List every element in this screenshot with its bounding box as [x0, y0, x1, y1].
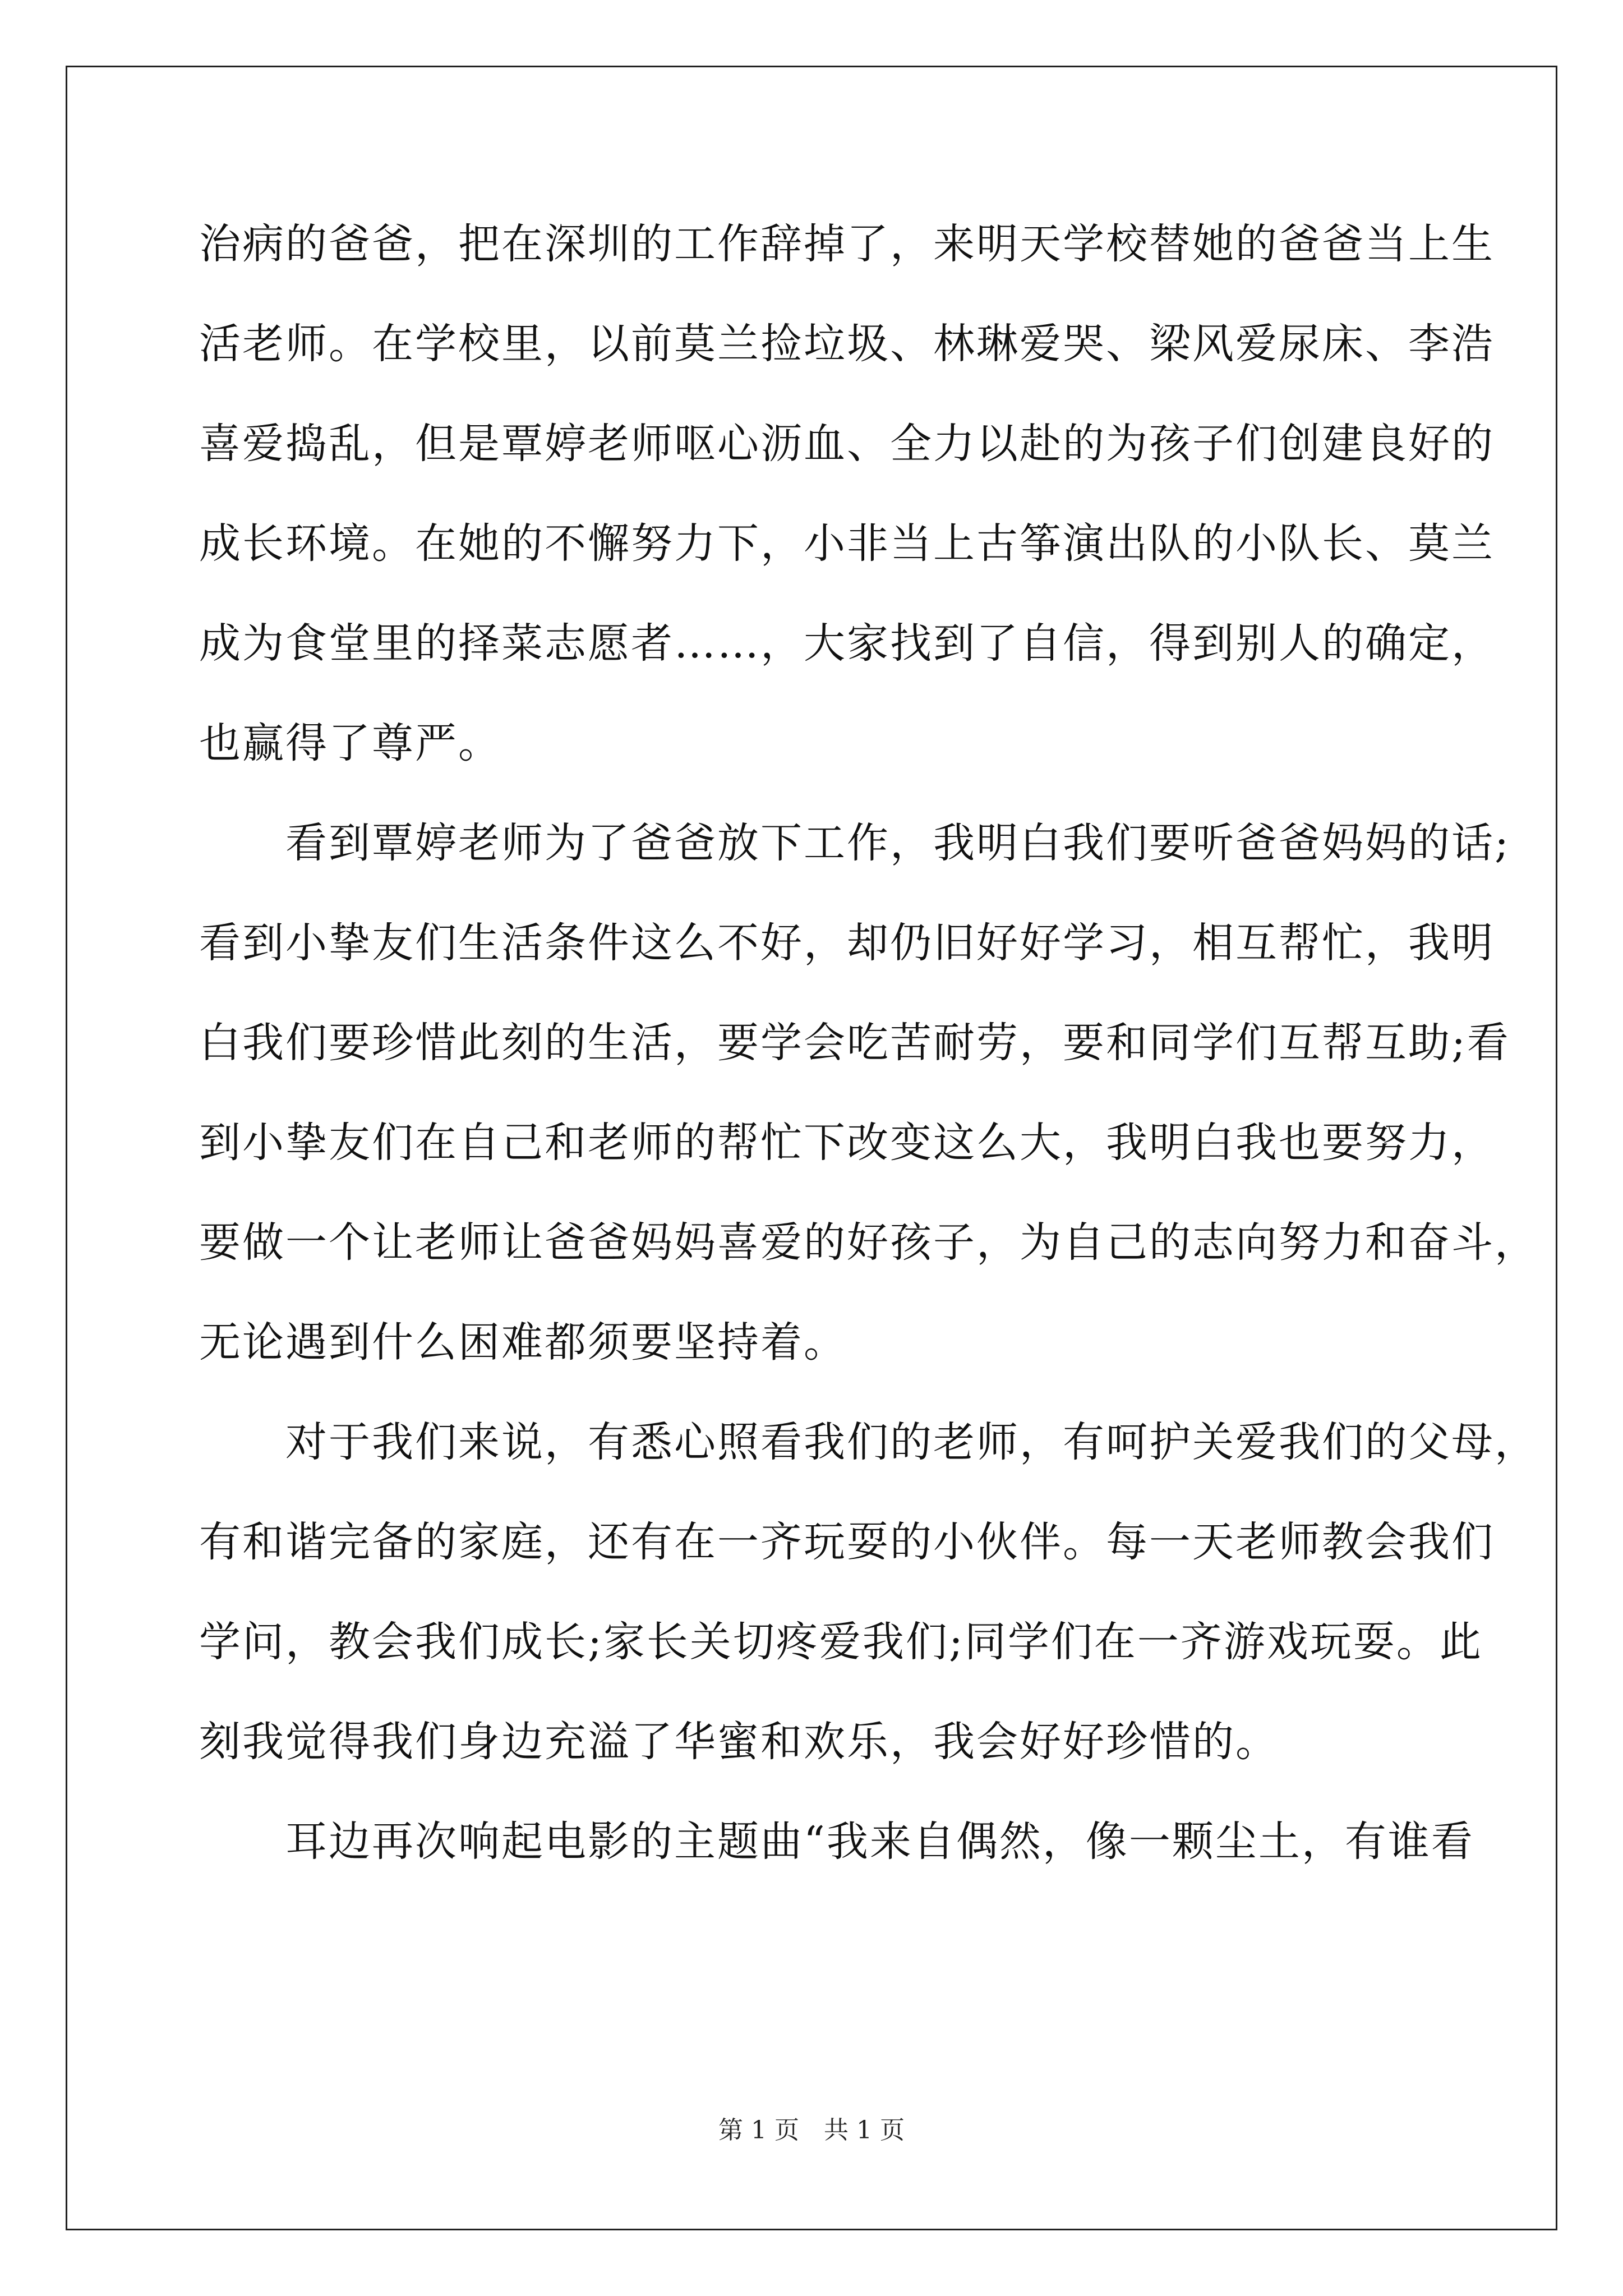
text-line: 看到覃婷老师为了爸爸放下工作，我明白我们要听爸爸妈妈的话;	[199, 819, 1510, 867]
text-line: 成长环境。在她的不懈努力下，小非当上古筝演出队的小队长、莫兰	[199, 519, 1495, 568]
text-line: 要做一个让老师让爸爸妈妈喜爱的好孩子，为自己的志向努力和奋斗，	[199, 1218, 1538, 1267]
text-line: 有和谐完备的家庭，还有在一齐玩耍的小伙伴。每一天老师教会我们	[199, 1518, 1495, 1566]
text-line: 治病的爸爸，把在深圳的工作辞掉了，来明天学校替她的爸爸当上生	[199, 220, 1495, 268]
text-line: 刻我觉得我们身边充溢了华蜜和欢乐，我会好好珍惜的。	[199, 1718, 1279, 1766]
text-line: 到小挚友们在自己和老师的帮忙下改变这么大，我明白我也要努力，	[199, 1119, 1495, 1167]
text-line: 喜爱捣乱，但是覃婷老师呕心沥血、全力以赴的为孩子们创建良好的	[199, 420, 1495, 468]
text-line: 活老师。在学校里，以前莫兰捡垃圾、林琳爱哭、梁风爱尿床、李浩	[199, 320, 1495, 368]
text-line: 无论遇到什么困难都须要坚持着。	[199, 1318, 847, 1366]
text-line: 对于我们来说，有悉心照看我们的老师，有呵护关爱我们的父母，	[199, 1418, 1538, 1466]
page-number: 第 1 页 共 1 页	[718, 2116, 905, 2145]
text-line: 耳边再次响起电影的主题曲“我来自偶然，像一颗尘土，有谁看	[199, 1818, 1474, 1866]
text-line: 成为食堂里的择菜志愿者……，大家找到了自信，得到别人的确定，	[199, 619, 1495, 668]
text-line: 看到小挚友们生活条件这么不好，却仍旧好好学习，相互帮忙，我明	[199, 919, 1495, 967]
document-body	[199, 216, 1538, 1913]
text-line: 学问，教会我们成长;家长关切疼爱我们;同学们在一齐游戏玩耍。此	[199, 1618, 1483, 1666]
text-line: 白我们要珍惜此刻的生活，要学会吃苦耐劳，要和同学们互帮互助;看	[199, 1019, 1510, 1067]
text-line: 也赢得了尊严。	[199, 719, 501, 767]
